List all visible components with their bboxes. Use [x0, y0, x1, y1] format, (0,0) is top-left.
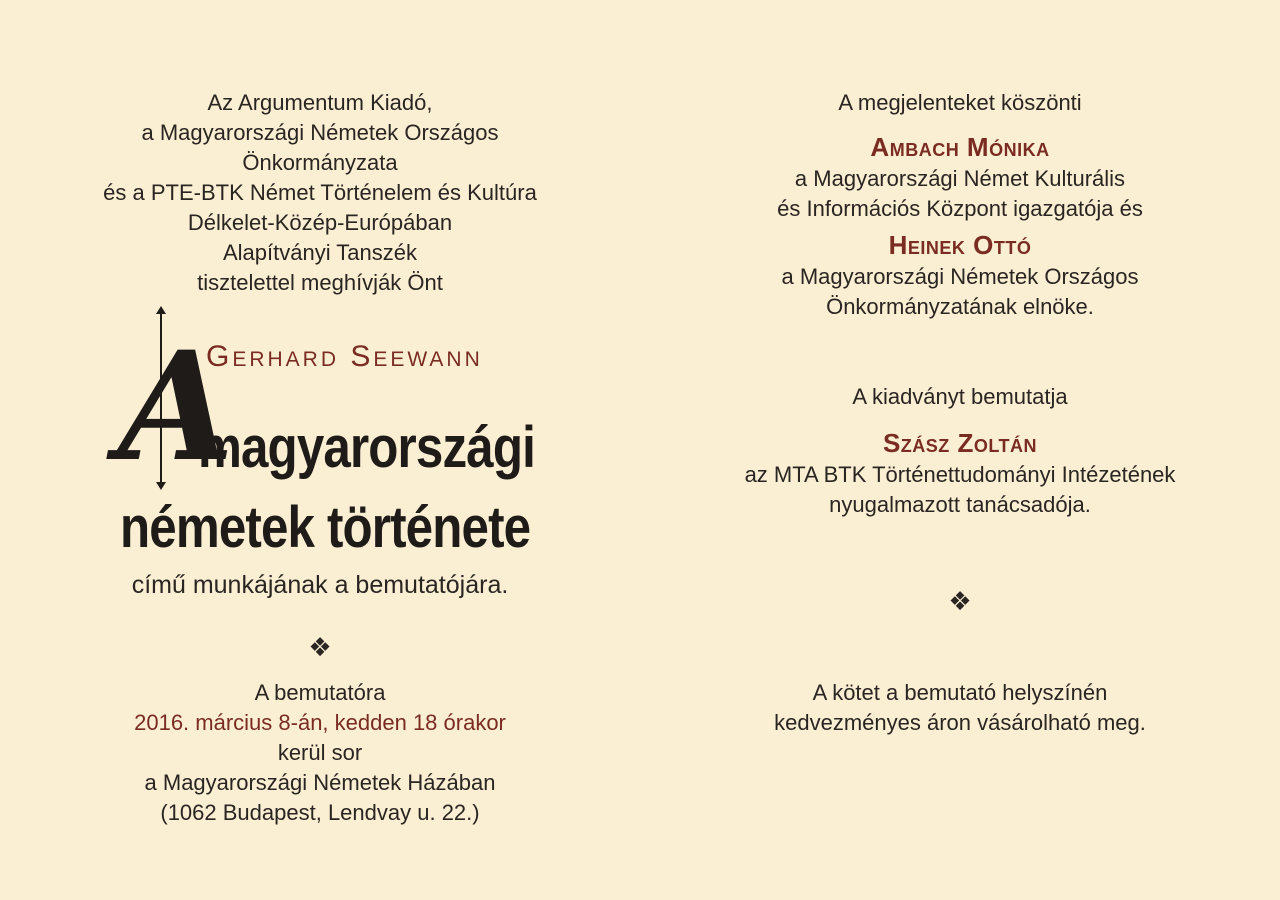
speaker-role: a Magyarországi Németek Országos [781, 264, 1139, 289]
divider-ornament-icon [60, 632, 580, 662]
program-column [660, 88, 1260, 738]
intro-line: Délkelet-Közép-Európában [187, 210, 453, 235]
event-line: kerül sor [277, 740, 363, 765]
speaker-role: Önkormányzatának elnöke. [826, 294, 1094, 319]
presenter-role: az MTA BTK Történettudományi Intézetének [744, 462, 1176, 487]
footer-note: A kötet a bemutató helyszínén [812, 680, 1108, 705]
decorative-initial: A [118, 319, 235, 495]
intro-line: és a PTE-BTK Német Történelem és Kultúra [103, 180, 537, 205]
event-address: (1062 Budapest, Lendvay u. 22.) [160, 800, 480, 825]
intro-line: a Magyarországi Németek Országos [141, 120, 499, 145]
presenter-role: nyugalmazott tanácsadója. [829, 492, 1091, 517]
book-title-block [100, 310, 560, 560]
speaker-name: Ambach Mónika [870, 132, 1050, 162]
author-name: Gerhard Seewann [206, 340, 483, 373]
book-title-line-1: magyarországi [198, 415, 535, 480]
book-title-line-2: németek története [120, 495, 531, 560]
intro-line: Az Argumentum Kiadó, [207, 90, 433, 115]
speaker-role: és Információs Központ igazgatója és [777, 196, 1143, 221]
subtitle-text: című munkájának a bemutatójára. [131, 571, 509, 599]
speaker-name: Heinek Ottó [888, 230, 1032, 260]
event-intro: A bemutatóra [254, 680, 386, 705]
intro-line: Önkormányzata [242, 150, 398, 175]
intro-line: Alapítványi Tanszék [222, 240, 418, 265]
event-venue: a Magyarországi Németek Házában [144, 770, 496, 795]
greeting-text: A megjelenteket köszönti [838, 90, 1082, 115]
book-subtitle [60, 570, 580, 600]
hosts-intro [60, 88, 580, 298]
event-details [60, 678, 580, 828]
footer-note: kedvezményes áron vásárolható meg. [774, 710, 1146, 735]
presenter-intro: A kiadványt bemutatja [852, 384, 1068, 409]
diamond-ornament-icon: ❖ [308, 632, 332, 662]
diamond-ornament-icon: ❖ [948, 586, 972, 616]
event-date: 2016. március 8-án, kedden 18 órakor [134, 710, 506, 735]
speaker-role: a Magyarországi Német Kulturális [794, 166, 1126, 191]
presenter-name: Szász Zoltán [882, 428, 1038, 458]
intro-line: tisztelettel meghívják Önt [197, 270, 443, 295]
